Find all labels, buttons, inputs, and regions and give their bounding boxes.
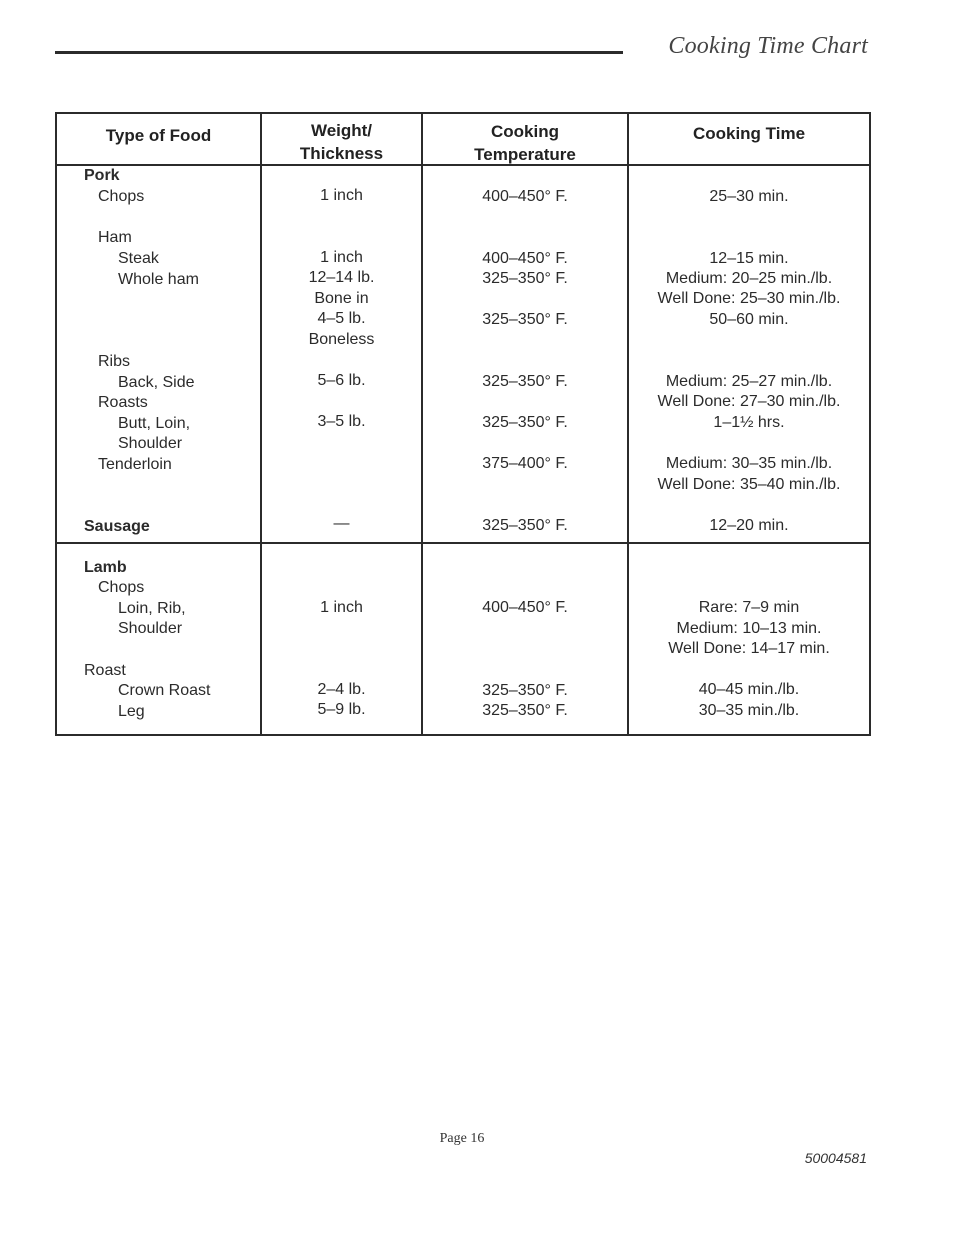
time-value: Rare: 7–9 min [698, 599, 800, 616]
food-item: Roast [84, 662, 126, 679]
food-item: Ribs [98, 353, 131, 370]
page-title: Cooking Time Chart [668, 33, 868, 59]
time-value: Medium: 30–35 min./lb. [665, 455, 833, 472]
weight-value: 5–9 lb. [317, 701, 366, 718]
food-item: Whole ham [118, 271, 199, 288]
time-value: 12–20 min. [709, 517, 789, 534]
weight-value: 1 inch [320, 187, 363, 204]
time-value: 30–35 min./lb. [698, 702, 800, 719]
column-header-food: Type of Food [57, 114, 262, 164]
weight-value: Boneless [308, 331, 375, 348]
weight-value: 12–14 lb. [308, 269, 375, 286]
table-row-pork [57, 166, 869, 544]
time-value: Medium: 25–27 min./lb. [665, 373, 833, 390]
table-row-lamb [57, 544, 869, 734]
header-rule [55, 51, 623, 54]
time-cell [629, 166, 869, 542]
food-category-sausage: Sausage [84, 518, 150, 535]
weight-value: 1 inch [320, 599, 363, 616]
time-value: 12–15 min. [709, 250, 789, 267]
weight-value: 1 inch [320, 249, 363, 266]
food-item: Chops [98, 579, 145, 596]
food-item: Leg [118, 703, 145, 720]
food-category-lamb: Lamb [84, 559, 127, 576]
time-value: Well Done: 35–40 min./lb. [657, 476, 841, 493]
food-category-pork: Pork [84, 167, 120, 184]
weight-cell [262, 544, 423, 734]
cooking-time-table [55, 112, 871, 736]
food-item: Steak [118, 250, 159, 267]
weight-value: 3–5 lb. [317, 413, 366, 430]
time-value: Well Done: 25–30 min./lb. [657, 290, 841, 307]
weight-cell [262, 166, 423, 542]
time-value: 25–30 min. [709, 188, 789, 205]
time-cell [629, 544, 869, 734]
column-header-time: Cooking Time [692, 124, 806, 143]
time-value: 50–60 min. [709, 311, 789, 328]
food-item: Shoulder [118, 435, 183, 452]
temperature-value: 400–450° F. [482, 599, 568, 616]
weight-value: — [333, 515, 350, 532]
temperature-value: 325–350° F. [482, 702, 568, 719]
food-item: Back, Side [118, 374, 195, 391]
temperature-value: 325–350° F. [482, 311, 568, 328]
temperature-value: 325–350° F. [482, 517, 568, 534]
weight-value: 2–4 lb. [317, 681, 366, 698]
food-item: Shoulder [118, 620, 183, 637]
food-item: Ham [98, 229, 132, 246]
table-header-row [57, 114, 869, 166]
time-value: Medium: 20–25 min./lb. [665, 270, 833, 287]
temperature-value: 400–450° F. [482, 188, 568, 205]
food-item: Chops [98, 188, 145, 205]
weight-value: 5–6 lb. [317, 372, 366, 389]
food-item: Loin, Rib, [118, 600, 186, 617]
document-number: 50004581 [804, 1150, 867, 1166]
temperature-value: 375–400° F. [482, 455, 568, 472]
time-value: Medium: 10–13 min. [676, 620, 822, 637]
time-value: 1–1½ hrs. [713, 414, 785, 431]
time-value: Well Done: 27–30 min./lb. [657, 393, 841, 410]
temperature-value: 325–350° F. [482, 373, 568, 390]
temperature-value: 325–350° F. [482, 270, 568, 287]
food-cell [57, 166, 262, 542]
column-header-weight: Weight/ Thickness [262, 114, 423, 164]
food-item: Roasts [98, 394, 148, 411]
time-value: Well Done: 14–17 min. [668, 640, 830, 657]
time-value: 40–45 min./lb. [698, 681, 800, 698]
food-item: Butt, Loin, [118, 415, 191, 432]
food-cell [57, 544, 262, 734]
food-item: Tenderloin [98, 456, 172, 473]
food-item: Crown Roast [118, 682, 211, 699]
weight-value: Bone in [314, 290, 369, 307]
weight-value: 4–5 lb. [317, 310, 366, 327]
temperature-cell [423, 544, 629, 734]
temperature-cell [423, 166, 629, 542]
page-number: Page 16 [439, 1131, 485, 1146]
temperature-value: 400–450° F. [482, 250, 568, 267]
temperature-value: 325–350° F. [482, 682, 568, 699]
column-header-temperature: Cooking Temperature [423, 114, 629, 164]
temperature-value: 325–350° F. [482, 414, 568, 431]
